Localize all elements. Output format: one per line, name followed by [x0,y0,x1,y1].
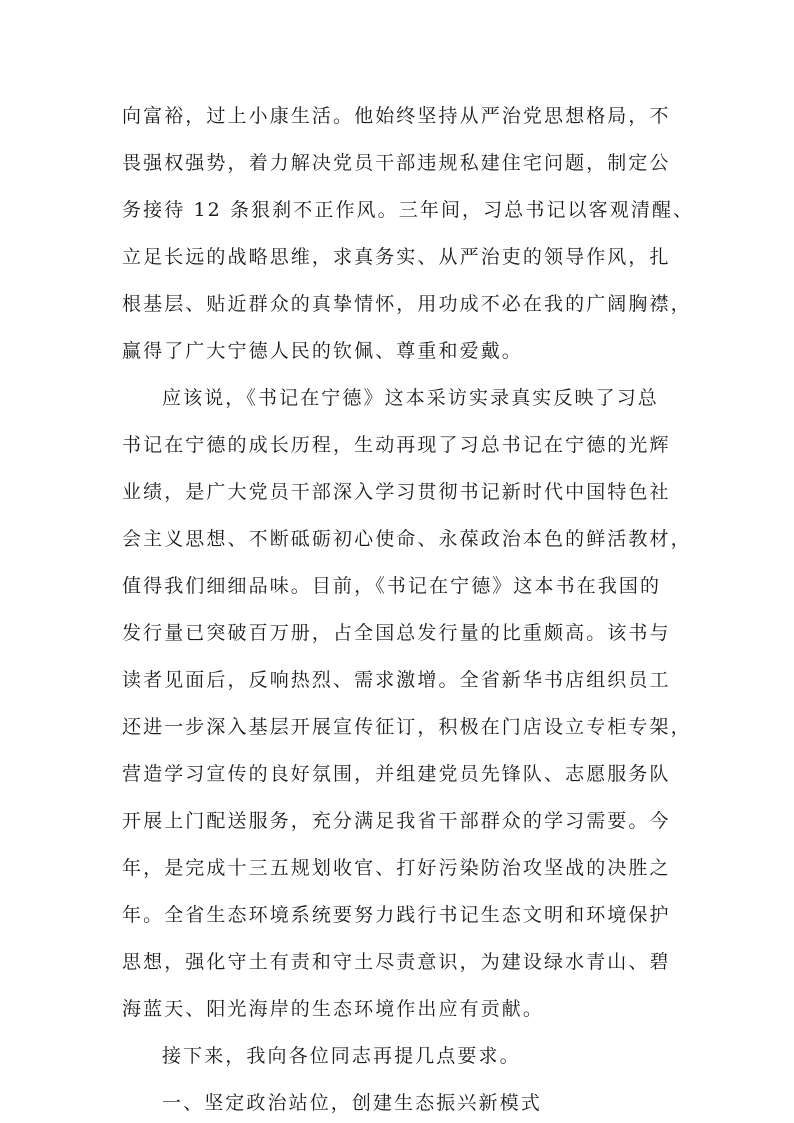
paragraph-2-line-5: 值得我们细细品味。目前，《书记在宁德》这本书在我国的 [122,575,662,597]
paragraph-2-line-4: 会主义思想、不断砥砺初心使命、永葆政治本色的鲜活教材， [122,528,692,550]
paragraph-3-line-1: 接下来，我向各位同志再提几点要求。 [162,1045,521,1067]
paragraph-1-line-3: 务接待 12 条狠刹不正作风。三年间，习总书记以客观清醒、 [122,199,695,221]
paragraph-2-line-9: 营造学习宣传的良好氛围，并组建党员先锋队、志愿服务队 [122,763,671,785]
paragraph-2-line-7: 读者见面后，反响热烈、需求激增。全省新华书店组织员工 [122,669,671,691]
paragraph-2-line-1: 应该说，《书记在宁德》这本采访实录真实反映了习总 [162,387,659,409]
section-heading-1: 一、坚定政治站位，创建生态振兴新模式 [162,1092,542,1114]
paragraph-1-line-5: 根基层、贴近群众的真挚情怀，用功成不必在我的广阔胸襟， [122,293,692,315]
paragraph-2-line-6: 发行量已突破百万册，占全国总发行量的比重颇高。该书与 [122,622,671,644]
paragraph-2-line-8: 还进一步深入基层开展宣传征订，积极在门店设立专柜专架， [122,716,692,738]
paragraph-2-line-3: 业绩，是广大党员干部深入学习贯彻书记新时代中国特色社 [122,481,671,503]
paragraph-1-line-2: 畏强权强势，着力解决党员干部违规私建住宅问题，制定公 [122,152,671,174]
paragraph-2-line-11: 年，是完成十三五规划收官、打好污染防治攻坚战的决胜之 [122,857,671,879]
paragraph-2-line-12: 年。全省生态环境系统要努力践行书记生态文明和环境保护 [122,904,671,926]
paragraph-2-line-10: 开展上门配送服务，充分满足我省干部群众的学习需要。今 [122,810,671,832]
paragraph-1-line-1: 向富裕，过上小康生活。他始终坚持从严治党思想格局，不 [122,105,671,127]
paragraph-2-line-2: 书记在宁德的成长历程，生动再现了习总书记在宁德的光辉 [122,434,671,456]
paragraph-1-line-4: 立足长远的战略思维，求真务实、从严治吏的领导作风，扎 [122,246,671,268]
paragraph-1-line-6: 赢得了广大宁德人民的钦佩、尊重和爱戴。 [122,340,523,362]
paragraph-2-line-13: 思想，强化守土有责和守土尽责意识，为建设绿水青山、碧 [122,951,671,973]
paragraph-2-line-14: 海蓝天、阳光海岸的生态环境作出应有贡献。 [122,998,545,1020]
